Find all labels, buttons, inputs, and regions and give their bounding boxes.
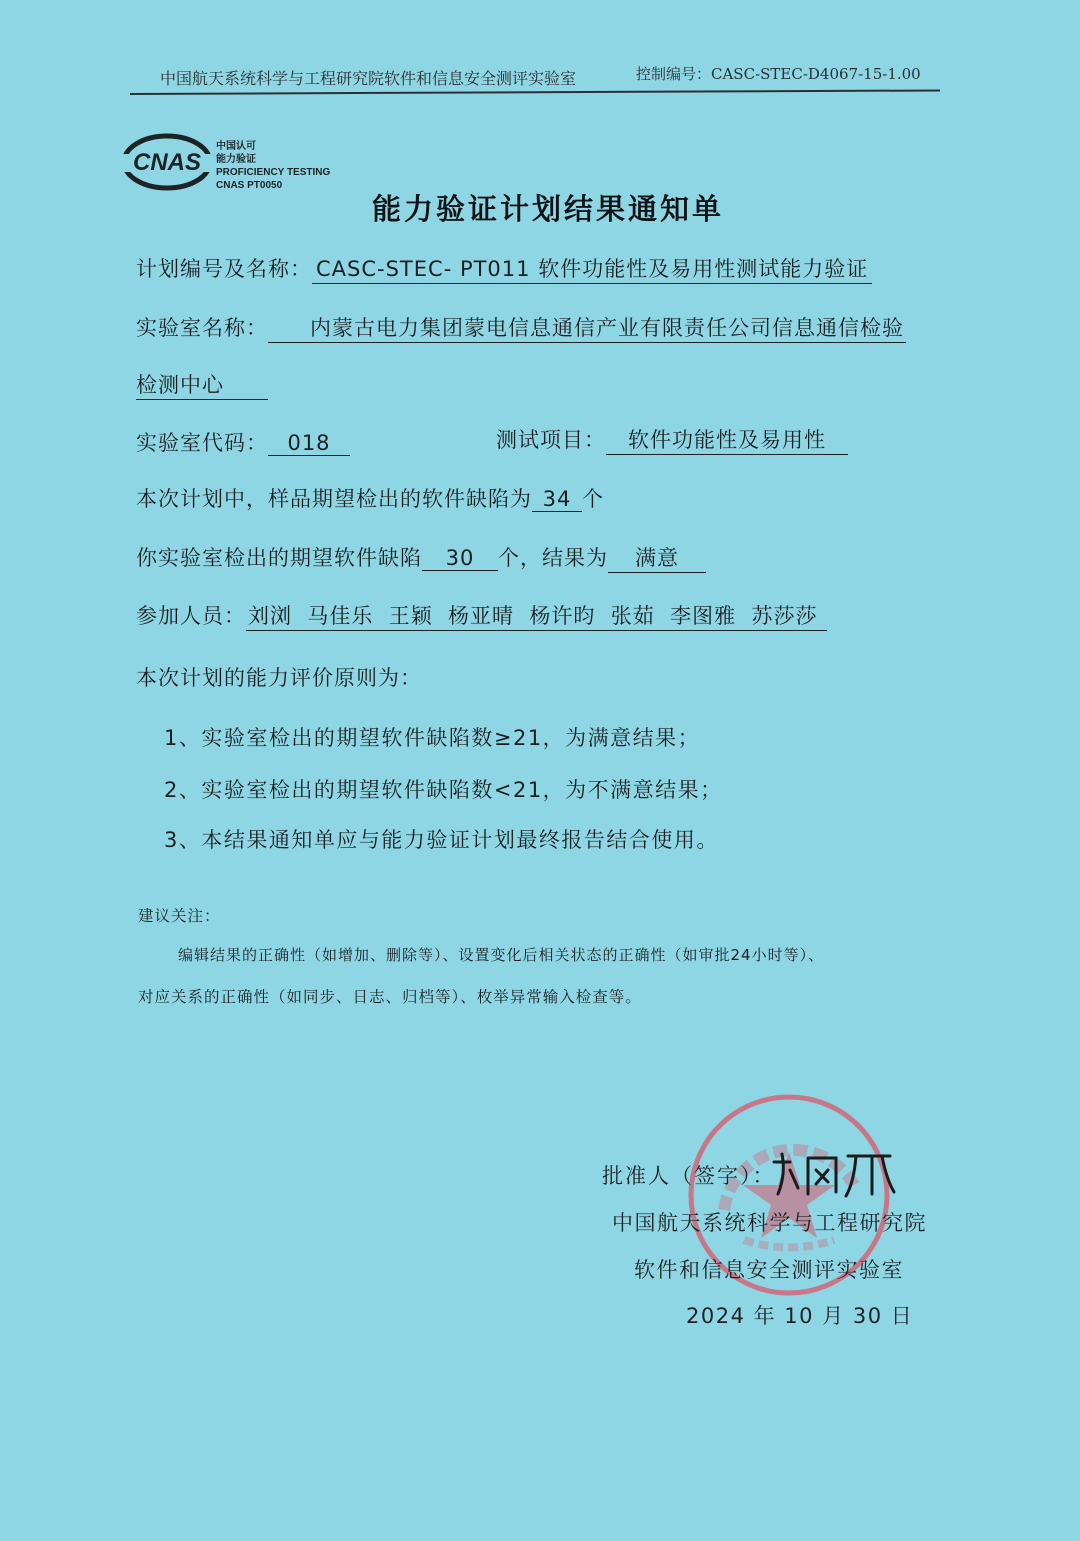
plan-label: 计划编号及名称： <box>136 257 312 281</box>
suggestion-label: 建议关注： <box>138 907 221 925</box>
header-control-number: 控制编号：CASC-STEC-D4067-15-1.00 <box>636 65 921 83</box>
plan-row <box>136 253 872 284</box>
expected-row <box>136 483 604 513</box>
cnas-mark: CNAS <box>132 149 202 176</box>
suggestion-text: 编辑结果的正确性（如增加、删除等）、设置变化后相关状态的正确性（如审批24小时等）、 <box>178 946 825 964</box>
logo-line: PROFICIENCY TESTING <box>216 167 331 178</box>
suggestion-text: 对应关系的正确性（如同步、日志、归档等）、枚举异常输入检查等。 <box>138 988 642 1006</box>
logo-caption <box>216 140 330 192</box>
result-grade: 满意 <box>608 542 706 573</box>
lab-code-value: 018 <box>268 431 350 456</box>
approver-label: 批准人（签字）： <box>602 1164 776 1188</box>
logo-line: CNAS PT0050 <box>216 180 283 191</box>
principle-item: 3、本结果通知单应与能力验证计划最终报告结合使用。 <box>164 828 719 852</box>
result-row <box>136 542 706 573</box>
expected-prefix: 本次计划中，样品期望检出的软件缺陷为 <box>136 487 532 511</box>
result-prefix: 你实验室检出的期望软件缺陷 <box>136 546 422 570</box>
header-org: 中国航天系统科学与工程研究院软件和信息安全测评实验室 <box>160 69 577 88</box>
principle-intro: 本次计划的能力评价原则为： <box>136 666 422 690</box>
principle-item: 1、实验室检出的期望软件缺陷数≥21，为满意结果； <box>164 726 701 750</box>
expected-value: 34 <box>532 487 582 512</box>
lab-name-row <box>136 312 906 343</box>
lab-name-value: 内蒙古电力集团蒙电信息通信产业有限责任公司信息通信检验 <box>268 312 906 343</box>
participants-row <box>136 600 827 631</box>
test-item-row <box>496 424 848 455</box>
participants-label: 参加人员： <box>136 604 246 628</box>
logo-line: 中国认可 <box>216 141 256 152</box>
result-mid: 个，结果为 <box>498 546 608 570</box>
test-item-label: 测试项目： <box>496 428 606 452</box>
lab-name-label: 实验室名称： <box>136 316 268 340</box>
test-item-value: 软件功能性及易用性 <box>606 424 848 455</box>
cnas-logo-icon <box>122 132 212 192</box>
lab-name-row-2 <box>136 369 268 400</box>
result-value: 30 <box>422 546 498 571</box>
page-title: 能力验证计划结果通知单 <box>372 192 725 226</box>
lab-name-value-cont: 检测中心 <box>136 369 268 400</box>
header-divider <box>130 89 940 95</box>
lab-code-label: 实验室代码： <box>136 431 268 455</box>
signature-icon <box>768 1148 898 1200</box>
participants-value: 刘浏 马佳乐 王颖 杨亚晴 杨许昀 张茹 李图雅 苏莎莎 <box>246 600 827 631</box>
expected-suffix: 个 <box>582 487 604 511</box>
plan-value: CASC-STEC- PT011 软件功能性及易用性测试能力验证 <box>312 253 872 284</box>
approver-lab: 软件和信息安全测评实验室 <box>634 1258 904 1282</box>
logo-line: 能力验证 <box>216 154 256 165</box>
lab-code-row <box>136 427 350 457</box>
approver-org: 中国航天系统科学与工程研究院 <box>612 1211 927 1235</box>
issue-date: 2024 年 10 月 30 日 <box>686 1304 914 1328</box>
principle-item: 2、实验室检出的期望软件缺陷数<21，为不满意结果； <box>164 778 723 802</box>
